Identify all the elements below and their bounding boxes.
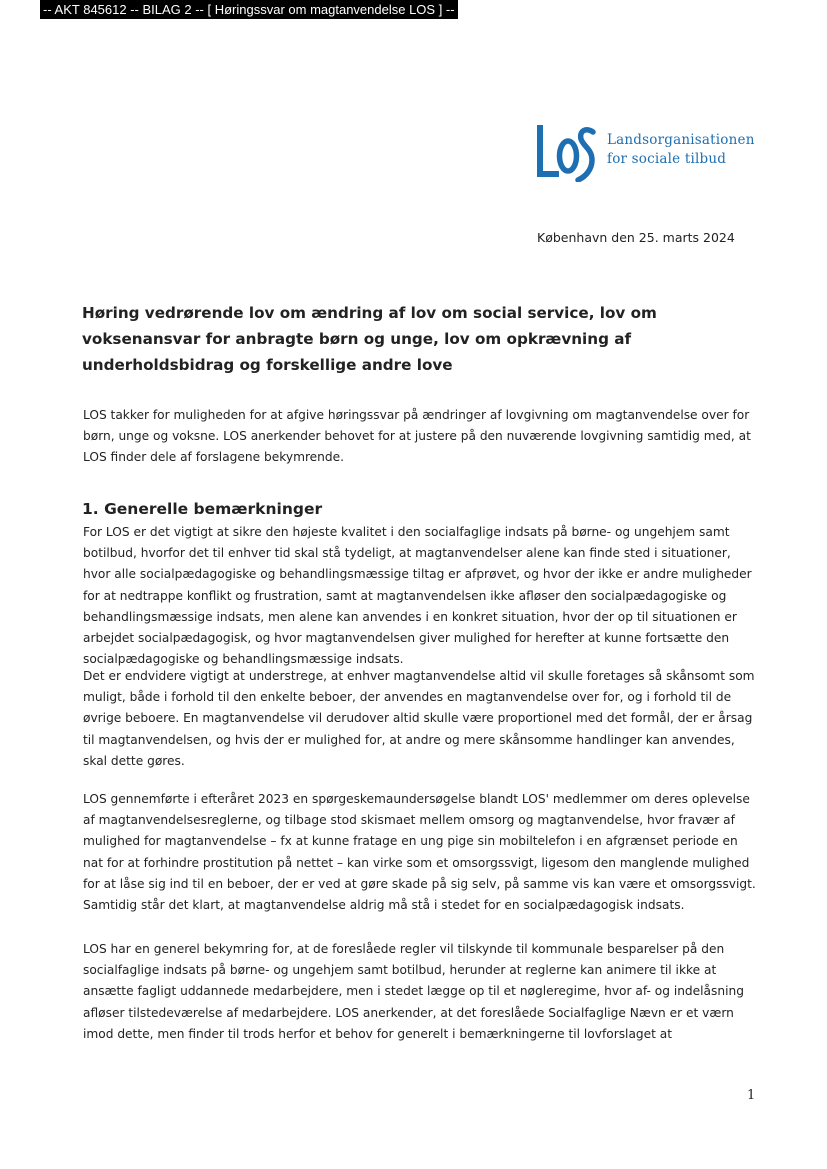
- document-stamp: -- AKT 845612 -- BILAG 2 -- [ Høringssvar om magtanvendelse LOS ] --: [40, 0, 458, 19]
- body-paragraph: For LOS er det vigtigt at sikre den højeste kvalitet i den socialfaglige indsats på børne- og ungehjem samt botilbud, hvorfor det til enhver tid skal stå tydeligt, at magtanvendelser alene kan finde sted i situationer, hvor alle socialpædagogiske og behandlingsmæssige tiltag er afprøvet, og hvor der ikke er andre muligheder for at nedtrappe konflikt og frustration, samt at magtanvendelsen ikke afløser den socialpædagogiske og behandlingsmæssige indsats, men alene kan anvendes i en konkret situation, hvor der op til situationen er arbejdet socialpædagogisk, og hvor magtanvendelsen giver mulighed for herefter at kunne fortsætte den socialpædagogiske og behandlingsmæssige indsats.: [83, 525, 752, 667]
- los-logo: [536, 124, 756, 184]
- body-paragraph: LOS har en generel bekymring for, at de foreslåede regler vil tilskynde til kommunale besparelser på den socialfaglige indsats på børne- og ungehjem samt botilbud, herunder at reglerne kan animere til ikke at ansætte fagligt uddannede medarbejdere, men i stedet lægge op til et nøgleregime, hvor af- og indelåsning afløser tilstedeværelse af medarbejdere. LOS anerkender, at det foreslåede Socialfaglige Nævn er et værn imod dette, men finder til trods herfor et behov for generelt i bemærkningerne til lovforslaget at: [83, 942, 744, 1041]
- body-paragraph: Det er endvidere vigtigt at understrege, at enhver magtanvendelse altid vil skulle foretages så skånsomt som muligt, både i forhold til den enkelte beboer, der anvendes en magtanvendelse over for, og i forhold til de øvrige beboere. En magtanvendelse vil derudover altid skulle være proportionel med det formål, der er årsag til magtanvendelsen, og hvis der er mulighed for, at andre og mere skånsomme handlinger kan anvendes, skal dette gøres.: [83, 669, 755, 768]
- logo-org-name-line2: for sociale tilbud: [607, 151, 727, 167]
- section-heading: 1. Generelle bemærkninger: [82, 500, 323, 518]
- letter-date: København den 25. marts 2024: [537, 230, 735, 245]
- los-logo-mark-icon: [536, 124, 598, 182]
- intro-paragraph: LOS takker for muligheden for at afgive høringssvar på ændringer af lovgivning om magtanvendelse over for børn, unge og voksne. LOS anerkender behovet for at justere på den nuværende lovgivning samtidig med, at LOS finder dele af forslagene bekymrende.: [83, 408, 751, 465]
- document-title: Høring vedrørende lov om ændring af lov om social service, lov om voksenansvar for anbragte børn og unge, lov om opkrævning af underholdsbidrag og forskellige andre love: [82, 304, 657, 374]
- page-number: 1: [747, 1088, 756, 1103]
- logo-org-name-line1: Landsorganisationen: [607, 132, 755, 148]
- body-paragraph: LOS gennemførte i efteråret 2023 en spørgeskemaundersøgelse blandt LOS' medlemmer om deres oplevelse af magtanvendelsesreglerne, og tilbage stod skismaet mellem omsorg og magtanvendelse, hvor fravær af mulighed for magtanvendelse – fx at kunne fratage en ung pige sin mobiltelefon i en afgrænset periode en nat for at forhindre prostitution på nettet – kan virke som et omsorgssvigt, ligesom den manglende mulighed for at låse sig ind til en beboer, der er ved at gøre skade på sig selv, på samme vis kan være et omsorgssvigt. Samtidig står det klart, at magtanvendelse aldrig må stå i stedet for en socialpædagogisk indsats.: [83, 792, 756, 913]
